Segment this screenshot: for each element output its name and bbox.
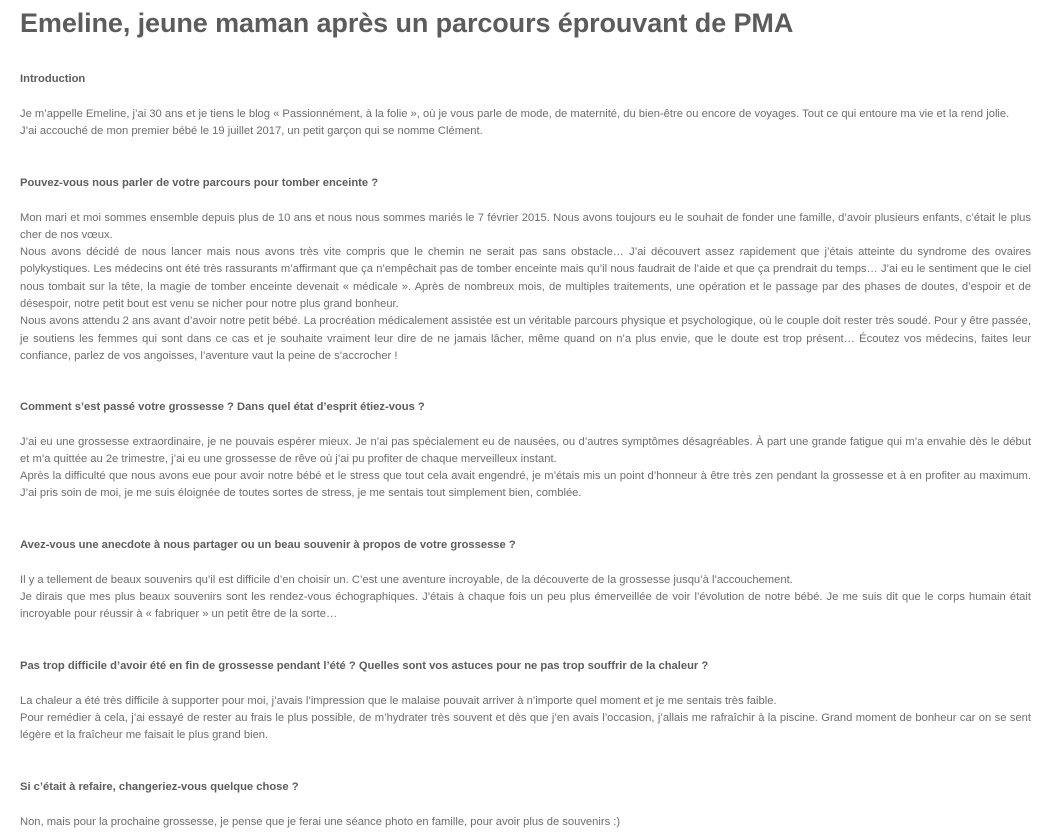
- section-anecdote: [20, 537, 1031, 623]
- section-chaleur: [20, 658, 1031, 744]
- section-paragraph: J’ai eu une grossesse extraordinaire, je ne pouvais espérer mieux. Je n’ai pas spécialement eu de nausées, ou d’autres symptômes désagréables. À part une grande fatigue qui m’a envahie dès le début et m’a quittée au 2e trimestre, j’ai eu une grossesse de rêve où j’ai pu profiter de chaque merveilleux instant.: [20, 435, 1031, 465]
- section-paragraph: Je dirais que mes plus beaux souvenirs sont les rendez-vous échographiques. J’étais à chaque fois un peu plus émerveillée de voir l’évolution de notre bébé. Je me suis dit que le corps humain était incroyable pour réussir à « fabriquer » un petit être de la sorte…: [20, 590, 1031, 621]
- section-paragraph: Pour remédier à cela, j’ai essayé de rester au frais le plus possible, de m’hydrater très souvent et dès que j’en avais l’occasion, j’allais me rafraîchir à la piscine. Grand moment de bonheur car on se sent légère et la fraîcheur me faisait le plus grand bien.: [20, 711, 1031, 742]
- section-paragraph: Mon mari et moi sommes ensemble depuis plus de 10 ans et nous nous sommes mariés le 7 février 2015. Nous avons toujours eu le souhait de fonder une famille, d’avoir plusieurs enfants, c’était le plus cher de nos vœux.: [20, 211, 1031, 241]
- section-paragraph: Je m’appelle Emeline, j’ai 30 ans et je tiens le blog « Passionnément, à la folie », où je vous parle de mode, de maternité, du bien-être ou encore de voyages. Tout ce qui entoure ma vie et la rend jolie.: [20, 107, 1010, 120]
- section-heading: Si c’était à refaire, changeriez-vous quelque chose ?: [20, 781, 299, 793]
- section-heading: Avez-vous une anecdote à nous partager ou un beau souvenir à propos de votre grossesse ?: [20, 539, 516, 551]
- section-paragraph: J’ai accouché de mon premier bébé le 19 juillet 2017, un petit garçon qui se nomme Clément.: [20, 124, 483, 137]
- section-refaire: [20, 779, 1031, 831]
- section-paragraph: Après la difficulté que nous avons eue pour avoir notre bébé et le stress que tout cela avait engendré, je m’étais mis un point d’honneur à être très zen pendant la grossesse et à en profiter au maximum. J’ai pris soin de moi, je me suis éloignée de toutes sortes de stress, je me sentais tout simplement bien, comblée.: [20, 470, 1031, 500]
- section-paragraph: La chaleur a été très difficile à supporter pour moi, j’avais l’impression que le malaise pouvait arriver à n’importe quel moment et je me sentais très faible.: [20, 694, 777, 707]
- section-paragraph: Non, mais pour la prochaine grossesse, je pense que je ferai une séance photo en famille, pour avoir plus de souvenirs :): [20, 815, 621, 828]
- section-heading: Comment s’est passé votre grossesse ? Dans quel état d’esprit étiez-vous ?: [20, 401, 425, 413]
- section-paragraph: Il y a tellement de beaux souvenirs qu’il est difficile d’en choisir un. C’est une aventure incroyable, de la découverte de la grossesse jusqu’à l’accouchement.: [20, 573, 793, 586]
- section-heading: Pas trop difficile d’avoir été en fin de grossesse pendant l’été ? Quelles sont vos astuces pour ne pas trop souffrir de la chaleur ?: [20, 660, 709, 672]
- section-grossesse: [20, 399, 1031, 503]
- section-paragraph: Nous avons décidé de nous lancer mais nous avons très vite compris que le chemin ne serait pas sans obstacle… J’ai découvert assez rapidement que j’étais atteinte du syndrome des ovaires polykystiques. Les médecins ont été très rassurants m’affirmant que ça n’empêchait pas de tomber enceinte mais qu’il nous faudrait de l’aide et que ça prendrait du temps… J’ai eu le sentiment que le ciel nous tombait sur la tête, la magie de tomber enceinte devenait « médicale ». Après de nombreux mois, de multiples traitements, une opération et le passage par des phases de doutes, d’espoir et de désespoir, notre petit bout est venu se nicher pour notre plus grand bonheur.: [20, 246, 1031, 311]
- section-parcours: [20, 175, 1031, 365]
- section-heading: Introduction: [20, 73, 86, 85]
- section-introduction: [20, 71, 1031, 140]
- article-title: Emeline, jeune maman après un parcours éprouvant de PMA: [20, 8, 794, 38]
- section-paragraph: Nous avons attendu 2 ans avant d’avoir notre petit bébé. La procréation médicalement assistée est un véritable parcours physique et psychologique, où le couple doit rester très soudé. Pour y être passée, je soutiens les femmes qui sont dans ce cas et je souhaite vraiment leur dire de ne jamais lâcher, même quand on n’a plus envie, que le doute est trop présent… Écoutez vos médecins, faites leur confiance, parlez de vos angoisses, l’aventure vaut la peine de s’accrocher !: [20, 315, 1031, 362]
- section-heading: Pouvez-vous nous parler de votre parcours pour tomber enceinte ?: [20, 177, 379, 189]
